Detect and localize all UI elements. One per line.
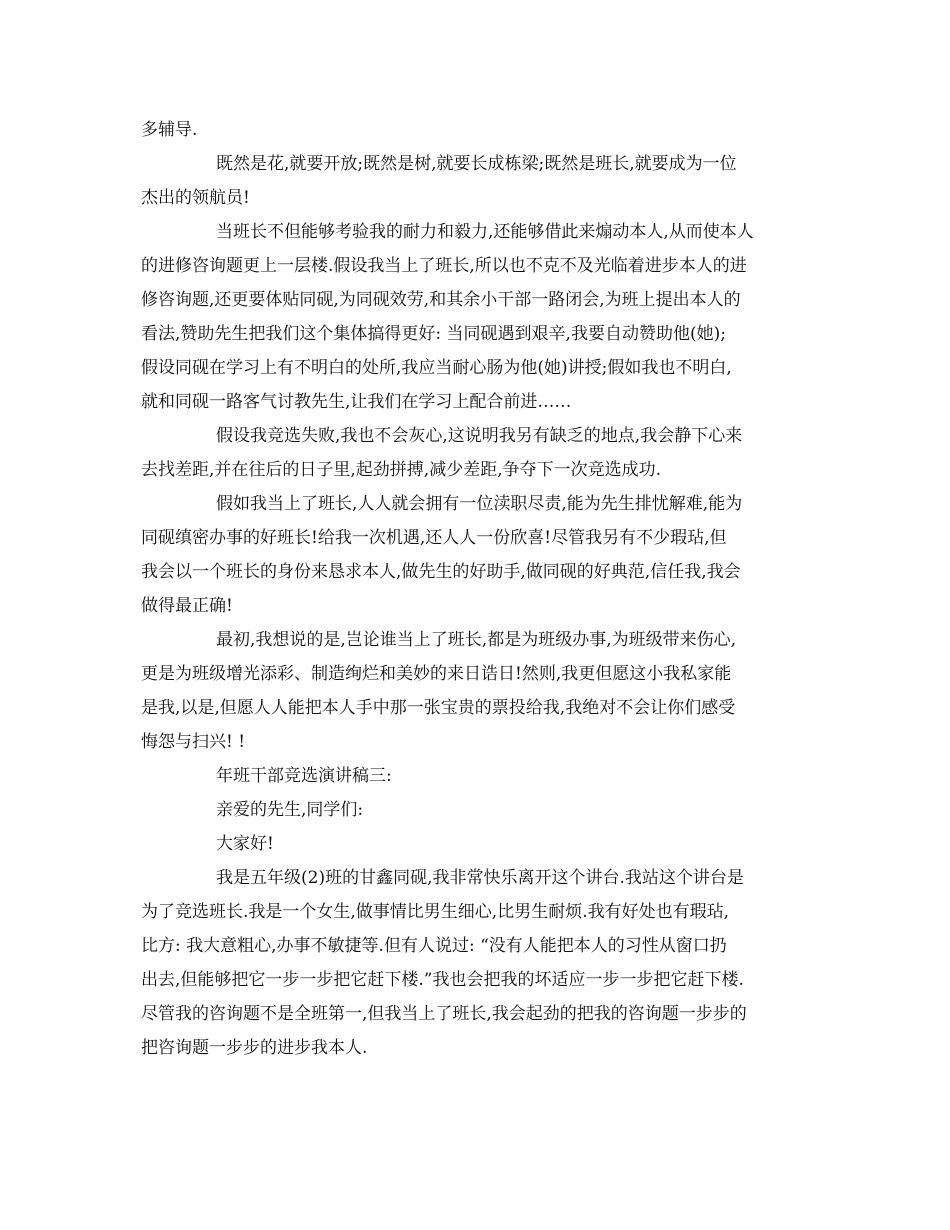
text-line: 是我,以是,但愿人人能把本人手中那一张宝贵的票投给我,我绝对不会让你们感受 [141,698,736,718]
greeting: 大家好! [216,834,274,854]
text-line: 为了竞选班长.我是一个女生,做事情比男生细心,比男生耐烦.我有好处也有瑕玷, [141,902,730,922]
text-line: 的进修咨询题更上一层楼.假设我当上了班长,所以也不克不及光临着进步本人的进 [141,256,747,276]
text-line: 假设同砚在学习上有不明白的处所,我应当耐心肠为他(她)讲授;假如我也不明白, [141,358,732,378]
text-line: 我是五年级(2)班的甘鑫同砚,我非常快乐离开这个讲台.我站这个讲台是 [216,868,744,888]
text-line: 比方: 我大意粗心,办事不敏捷等.但有人说过: “没有人能把本人的习性从窗口扔 [141,936,727,956]
text-line: 尽管我的咨询题不是全班第一,但我当上了班长,我会起劲的把我的咨询题一步步的 [141,1004,747,1024]
text-line: 多辅导. [141,120,198,140]
document-body [141,113,821,1065]
text-line: 修咨询题,还更要体贴同砚,为同砚效劳,和其余小干部一路闭会,为班上提出本人的 [141,290,741,310]
text-line: 看法,赞助先生把我们这个集体搞得更好: 当同砚遇到艰辛,我要自动赞助他(她); [141,324,726,344]
salutation: 亲爱的先生,同学们: [216,800,364,820]
text-line: 出去,但能够把它一步一步把它赶下楼.”我也会把我的坏适应一步一步把它赶下楼. [141,970,744,990]
text-line: 悔怨与扫兴! ! [141,732,246,752]
text-line: 做得最正确! [141,596,233,616]
text-line: 同砚缜密办事的好班长!给我一次机遇,还人人一份欣喜!尽管我另有不少瑕玷,但 [141,528,727,548]
text-line: 假设我竞选失败,我也不会灰心,这说明我另有缺乏的地点,我会静下心来 [216,426,743,446]
text-line: 我会以一个班长的身份来恳求本人,做先生的好助手,做同砚的好典范,信任我,我会 [141,562,741,582]
text-line: 既然是花,就要开放;既然是树,就要长成栋梁;既然是班长,就要成为一位 [216,154,737,174]
text-line: 假如我当上了班长,人人就会拥有一位渎职尽责,能为先生排忧解难,能为 [216,494,743,514]
text-line: 最初,我想说的是,岂论谁当上了班长,都是为班级办事,为班级带来伤心, [216,630,737,650]
text-line: 更是为班级增光添彩、制造绚烂和美妙的来日诰日!然则,我更但愿这小我私家能 [141,664,732,684]
text-line: 当班长不但能够考验我的耐力和毅力,还能够借此来煽动本人,从而使本人 [216,222,754,242]
text-line: 把咨询题一步步的进步我本人. [141,1038,368,1058]
text-line: 就和同砚一路客气讨教先生,让我们在学习上配合前进…… [141,392,572,412]
section-heading: 年班干部竞选演讲稿三: [216,766,392,786]
text-line: 去找差距,并在往后的日子里,起劲拼搏,减少差距,争夺下一次竞选成功. [141,460,662,480]
text-line: 杰出的领航员! [141,188,250,208]
